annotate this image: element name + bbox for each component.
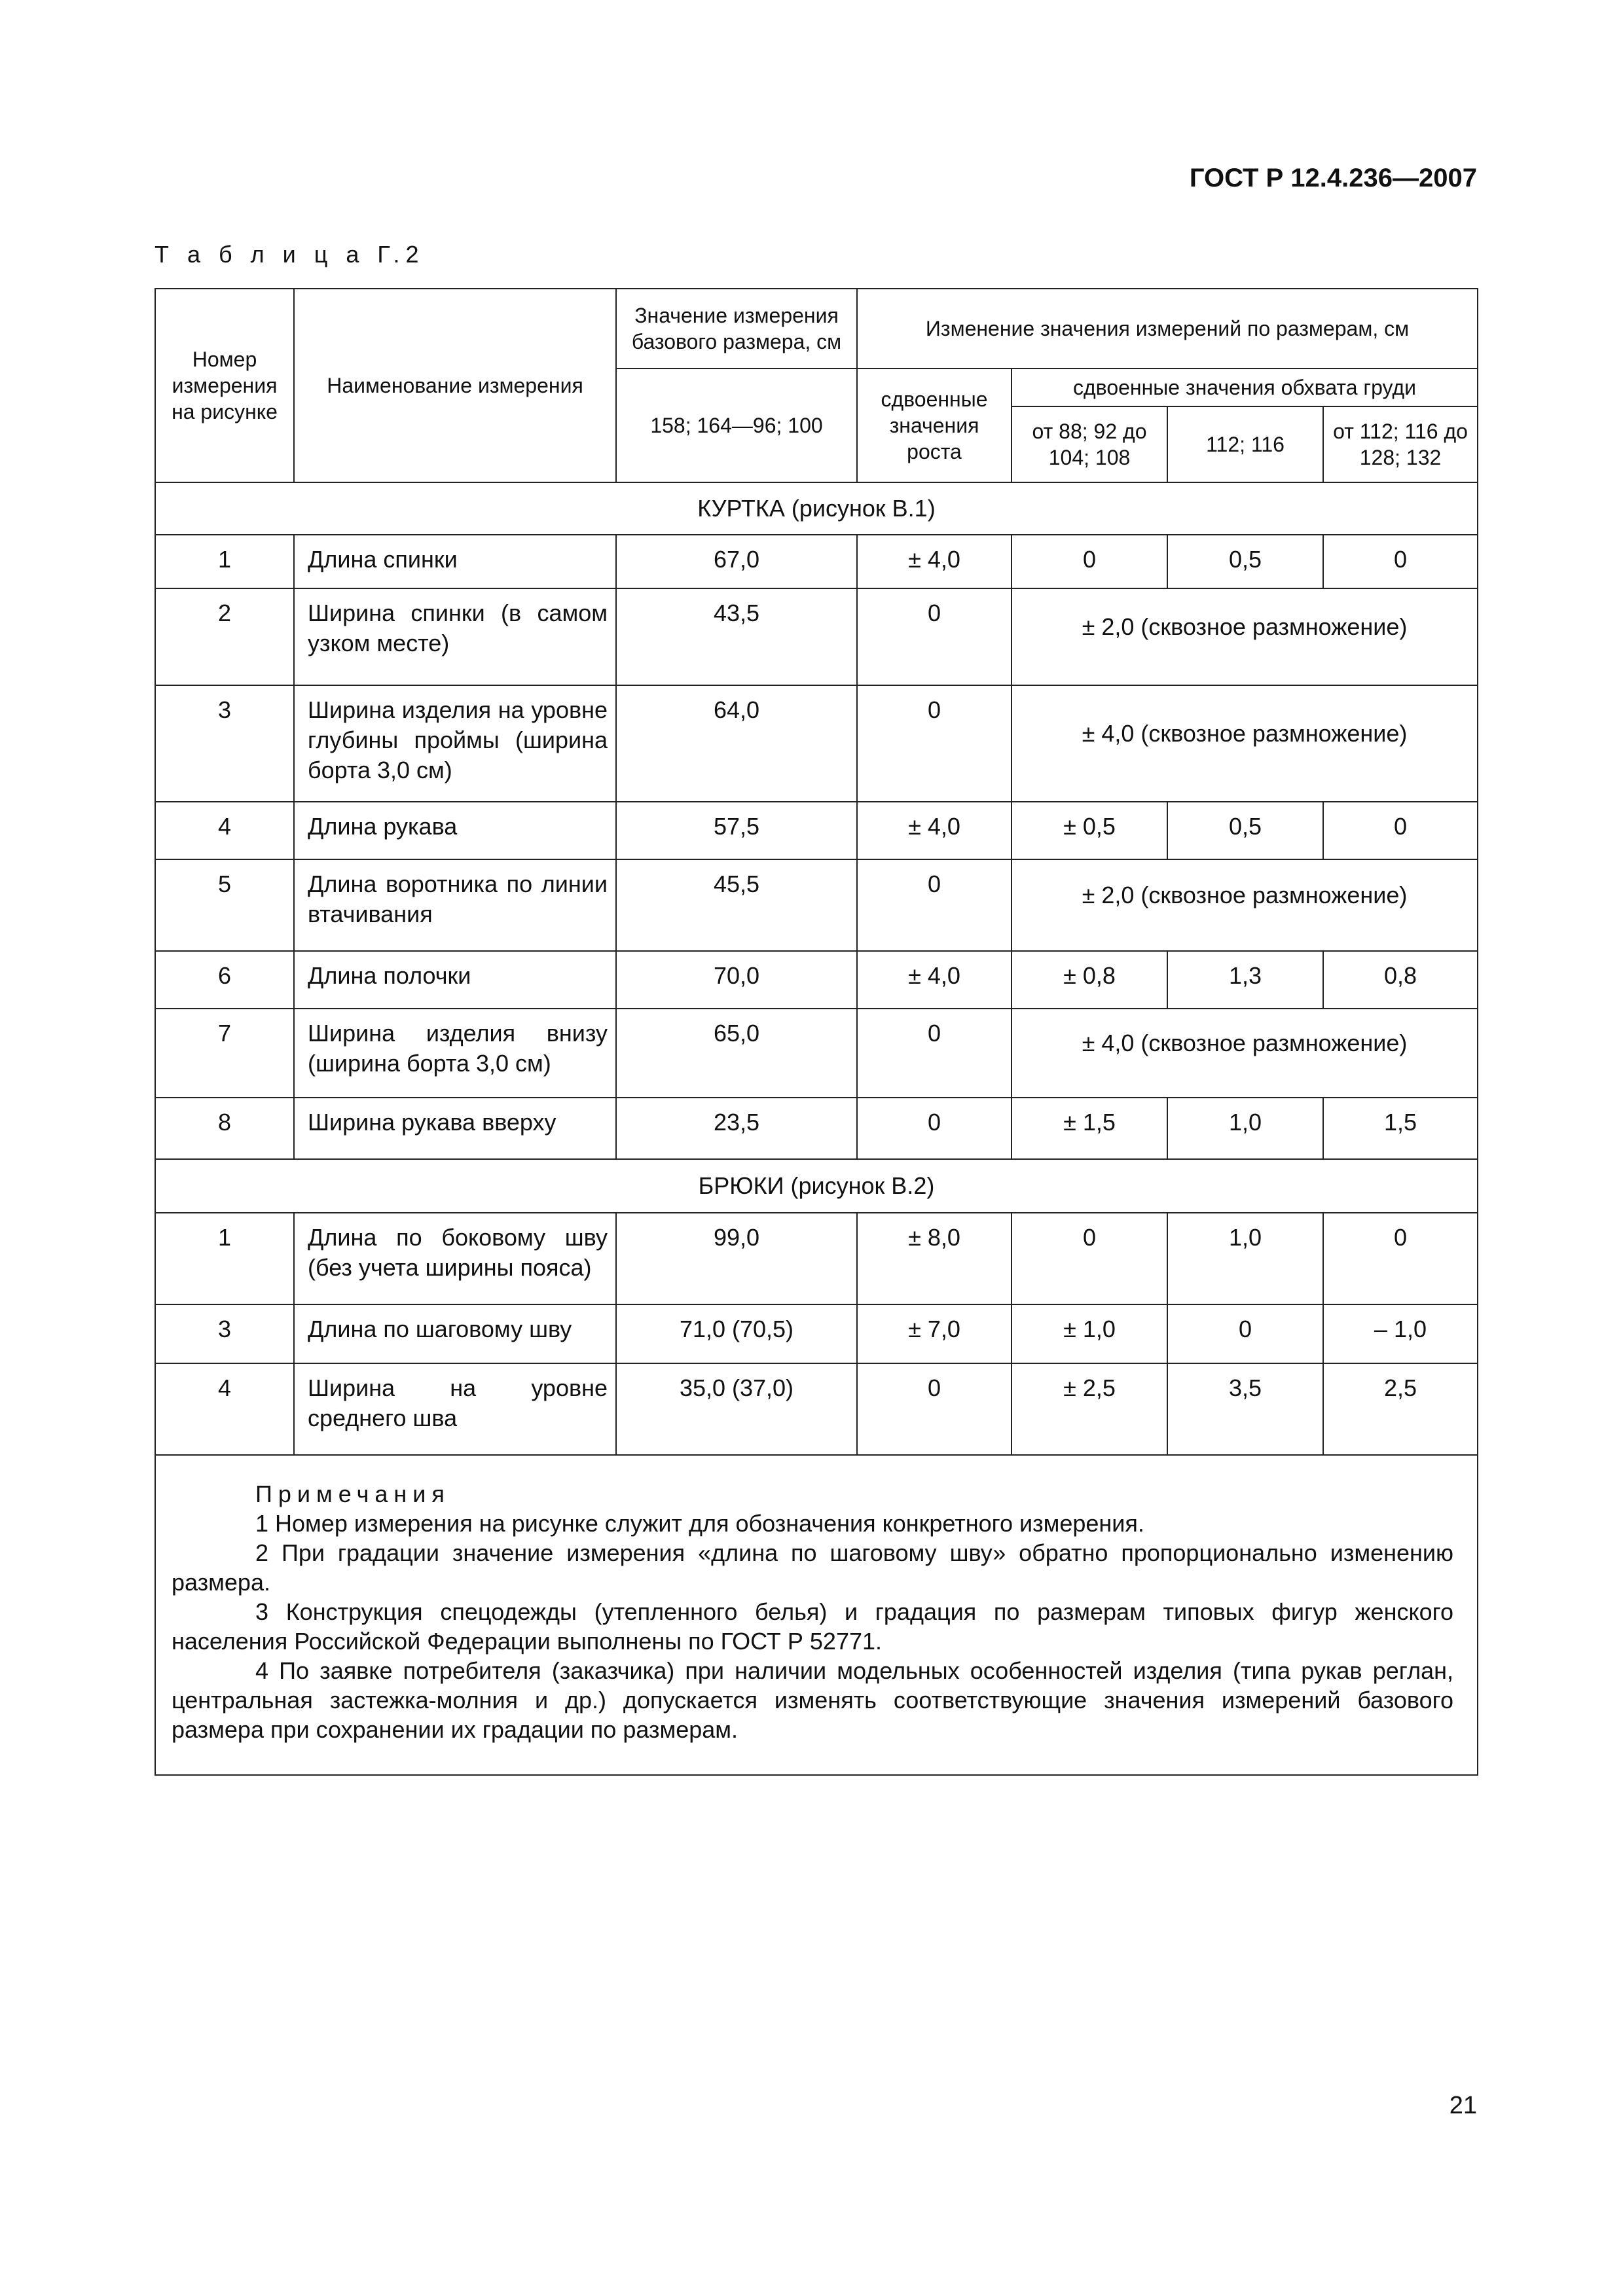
- table-row: [155, 1213, 1478, 1304]
- notes-section: [155, 1455, 1478, 1775]
- height-change: 0: [857, 1363, 1012, 1455]
- note-3: 3 Конструкция спецодежды (утепленного белья) и градация по размерам типовых фигур женского населения Российской Федерации выполнены по ГОСТ Р 52771.: [172, 1598, 1453, 1655]
- chest-change-3: – 1,0: [1323, 1304, 1478, 1363]
- notes-title: Примечания: [255, 1480, 450, 1507]
- measurement-number: 2: [155, 588, 294, 685]
- measurement-name: Длина по боковому шву (без учета ширины пояса): [294, 1213, 616, 1304]
- measurement-name: Ширина изделия внизу (ширина борта 3,0 см): [294, 1009, 616, 1098]
- head-chest: сдвоенные значения обхвата груди: [1012, 368, 1478, 406]
- table-row: [155, 951, 1478, 1009]
- height-change: 0: [857, 685, 1012, 802]
- table-row: [155, 802, 1478, 859]
- chest-change-3: 0: [1323, 1213, 1478, 1304]
- base-value: 70,0: [616, 951, 857, 1009]
- head-name: Наименование измерения: [294, 289, 616, 482]
- base-value: 35,0 (37,0): [616, 1363, 857, 1455]
- height-change: 0: [857, 1009, 1012, 1098]
- section-title-trousers: БРЮКИ (рисунок В.2): [155, 1159, 1478, 1213]
- measurement-number: 4: [155, 802, 294, 859]
- head-chest-2: 112; 116: [1167, 406, 1323, 482]
- height-change: ± 8,0: [857, 1213, 1012, 1304]
- measurement-number: 3: [155, 685, 294, 802]
- height-change: ± 4,0: [857, 535, 1012, 588]
- chest-change-3: 1,5: [1323, 1098, 1478, 1159]
- head-base-value: 158; 164—96; 100: [616, 368, 857, 482]
- chest-change-2: 0,5: [1167, 802, 1323, 859]
- chest-change-merged: ± 4,0 (сквозное размножение): [1012, 1009, 1478, 1098]
- chest-change-merged: ± 4,0 (сквозное размножение): [1012, 685, 1478, 802]
- chest-change-2: 0: [1167, 1304, 1323, 1363]
- measurement-name: Ширина изделия на уровне глубины проймы (ширина борта 3,0 см): [294, 685, 616, 802]
- measurement-name: Длина рукава: [294, 802, 616, 859]
- measurement-name: Длина спинки: [294, 535, 616, 588]
- height-change: 0: [857, 588, 1012, 685]
- chest-change-1: ± 0,8: [1012, 951, 1167, 1009]
- measurement-name: Ширина спинки (в самом узком месте): [294, 588, 616, 685]
- document-code: ГОСТ Р 12.4.236—2007: [1189, 164, 1477, 192]
- head-height: сдвоенные значения роста: [857, 368, 1012, 482]
- height-change: ± 4,0: [857, 802, 1012, 859]
- base-value: 65,0: [616, 1009, 857, 1098]
- chest-change-2: 1,3: [1167, 951, 1323, 1009]
- base-value: 23,5: [616, 1098, 857, 1159]
- section-title-jacket: КУРТКА (рисунок В.1): [155, 482, 1478, 535]
- trousers-section: [155, 1159, 1478, 1455]
- table-row: [155, 859, 1478, 951]
- measurement-number: 1: [155, 535, 294, 588]
- note-1: 1 Номер измерения на рисунке служит для обозначения конкретного измерения.: [255, 1510, 1144, 1537]
- height-change: 0: [857, 1098, 1012, 1159]
- measurement-number: 5: [155, 859, 294, 951]
- table-row: [155, 535, 1478, 588]
- height-change: ± 7,0: [857, 1304, 1012, 1363]
- table-row: [155, 1304, 1478, 1363]
- chest-change-1: ± 1,5: [1012, 1098, 1167, 1159]
- chest-change-2: 1,0: [1167, 1098, 1323, 1159]
- base-value: 57,5: [616, 802, 857, 859]
- base-value: 45,5: [616, 859, 857, 951]
- measurement-number: 8: [155, 1098, 294, 1159]
- head-chest-3: от 112; 116 до 128; 132: [1323, 406, 1478, 482]
- page-number: 21: [1449, 2092, 1477, 2119]
- measurement-name: Длина воротника по линии втачивания: [294, 859, 616, 951]
- notes-cell: [155, 1455, 1478, 1775]
- measurement-number: 3: [155, 1304, 294, 1363]
- base-value: 64,0: [616, 685, 857, 802]
- table-head: [155, 289, 1478, 482]
- chest-change-2: 0,5: [1167, 535, 1323, 588]
- measurement-number: 6: [155, 951, 294, 1009]
- chest-change-3: 0: [1323, 802, 1478, 859]
- height-change: 0: [857, 859, 1012, 951]
- note-2: 2 При градации значение измерения «длина по шаговому шву» обратно пропорционально изменению размера.: [172, 1539, 1453, 1596]
- head-change: Изменение значения измерений по размерам, см: [857, 289, 1478, 368]
- chest-change-1: ± 0,5: [1012, 802, 1167, 859]
- measurement-number: 7: [155, 1009, 294, 1098]
- chest-change-merged: ± 2,0 (сквозное размножение): [1012, 588, 1478, 685]
- measurements-table: [155, 288, 1478, 1776]
- table-row: [155, 1363, 1478, 1455]
- head-base: Значение измерения базового размера, см: [616, 289, 857, 368]
- chest-change-1: ± 2,5: [1012, 1363, 1167, 1455]
- measurement-name: Ширина рукава вверху: [294, 1098, 616, 1159]
- chest-change-3: 0,8: [1323, 951, 1478, 1009]
- chest-change-merged: ± 2,0 (сквозное размножение): [1012, 859, 1478, 951]
- table-row: [155, 588, 1478, 685]
- chest-change-1: 0: [1012, 535, 1167, 588]
- base-value: 43,5: [616, 588, 857, 685]
- base-value: 67,0: [616, 535, 857, 588]
- chest-change-3: 0: [1323, 535, 1478, 588]
- chest-change-2: 1,0: [1167, 1213, 1323, 1304]
- measurement-name: Длина по шаговому шву: [294, 1304, 616, 1363]
- head-number: Номер измерения на рисунке: [155, 289, 294, 482]
- base-value: 99,0: [616, 1213, 857, 1304]
- table-row: [155, 685, 1478, 802]
- chest-change-1: 0: [1012, 1213, 1167, 1304]
- note-4: 4 По заявке потребителя (заказчика) при наличии модельных особенностей изделия (типа рукав реглан, центральная застежка-молния и др.) допускается изменять соответствующие значения измерений базового размера при сохранении их градации по размерам.: [172, 1657, 1453, 1743]
- measurement-number: 4: [155, 1363, 294, 1455]
- chest-change-3: 2,5: [1323, 1363, 1478, 1455]
- chest-change-1: ± 1,0: [1012, 1304, 1167, 1363]
- measurement-name: Длина полочки: [294, 951, 616, 1009]
- head-chest-1: от 88; 92 до 104; 108: [1012, 406, 1167, 482]
- table-row: [155, 1009, 1478, 1098]
- measurement-name: Ширина на уровне среднего шва: [294, 1363, 616, 1455]
- chest-change-2: 3,5: [1167, 1363, 1323, 1455]
- table-caption: Т а б л и ц а Г.2: [155, 241, 425, 268]
- jacket-section: [155, 482, 1478, 1159]
- table-row: [155, 1098, 1478, 1159]
- base-value: 71,0 (70,5): [616, 1304, 857, 1363]
- height-change: ± 4,0: [857, 951, 1012, 1009]
- measurement-number: 1: [155, 1213, 294, 1304]
